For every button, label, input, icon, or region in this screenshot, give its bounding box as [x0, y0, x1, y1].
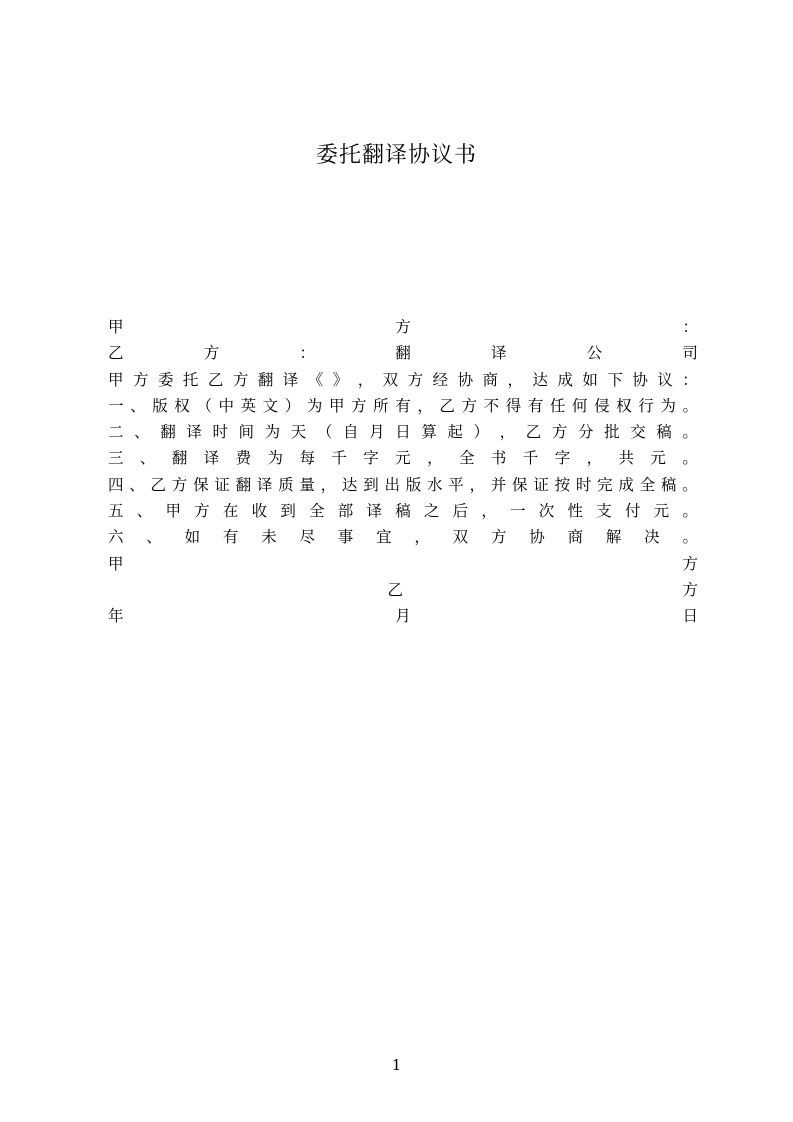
line-char: 翻 — [395, 344, 411, 363]
line-char: 托 — [182, 370, 199, 389]
line-char: 部 — [337, 502, 354, 521]
line-char: ， — [469, 475, 486, 494]
agreement-line — [108, 551, 698, 577]
line-char: 行 — [638, 396, 654, 415]
line-char: 甲 — [165, 502, 181, 521]
line-char: 下 — [607, 370, 623, 389]
line-char: 方 — [194, 502, 210, 521]
line-char: 质 — [278, 475, 294, 494]
line-char: 为 — [306, 396, 323, 415]
line-char: 稿 — [660, 475, 677, 494]
line-char: 平 — [448, 475, 464, 494]
line-char: 自 — [342, 423, 359, 442]
line-char: ， — [507, 370, 524, 389]
line-char: 后 — [452, 502, 469, 521]
line-char: （ — [316, 423, 333, 442]
line-char: ： — [299, 344, 315, 363]
line-char: 。 — [682, 423, 698, 442]
line-char: 译 — [186, 423, 202, 442]
line-char: 公 — [586, 344, 603, 363]
line-char: 甲 — [108, 554, 124, 573]
line-char: 字 — [363, 449, 379, 468]
line-char: 、 — [146, 528, 162, 547]
line-char: 解 — [605, 528, 622, 547]
line-char: 证 — [533, 475, 549, 494]
line-char: 、 — [139, 449, 156, 468]
agreement-line — [108, 445, 698, 471]
line-char: 交 — [630, 423, 646, 442]
line-char: 时 — [575, 475, 592, 494]
line-char: 日 — [682, 607, 698, 626]
agreement-line — [108, 472, 698, 498]
line-char: 方 — [171, 475, 188, 494]
line-char: ， — [427, 449, 443, 468]
line-char: 协 — [529, 528, 545, 547]
line-char: 。 — [682, 475, 698, 494]
line-char: 乙 — [207, 370, 224, 389]
line-char: 付 — [624, 502, 641, 521]
line-char: ， — [586, 449, 603, 468]
line-char: 方 — [682, 554, 698, 573]
document-title: 委托翻译协议书 — [315, 143, 477, 168]
line-char: 如 — [184, 528, 201, 547]
line-char: 文 — [262, 396, 279, 415]
line-char: 每 — [299, 449, 315, 468]
line-char: ， — [481, 502, 497, 521]
line-char: 甲 — [108, 370, 124, 389]
line-char: 、 — [129, 475, 145, 494]
line-char: 宜 — [376, 528, 392, 547]
line-char: 有 — [222, 528, 239, 547]
line-char: 方 — [203, 344, 220, 363]
line-char: 方 — [490, 528, 507, 547]
line-char: 五 — [108, 502, 124, 521]
agreement-body — [108, 314, 698, 630]
line-char: 翻 — [160, 423, 176, 442]
line-char: 批 — [604, 423, 620, 442]
line-char: 中 — [218, 396, 234, 415]
line-char: 决 — [644, 528, 660, 547]
line-char: 方 — [351, 396, 367, 415]
line-char: 《 — [307, 370, 324, 389]
line-char: ： — [682, 318, 698, 336]
line-char: 为 — [267, 449, 284, 468]
line-char: 商 — [567, 528, 584, 547]
line-char: 协 — [632, 370, 648, 389]
line-char: 。 — [682, 502, 698, 521]
agreement-line — [108, 367, 698, 393]
line-char: 元 — [650, 449, 666, 468]
agreement-line — [108, 603, 698, 629]
line-char: 一 — [510, 502, 526, 521]
agreement-line — [108, 340, 698, 366]
line-char: 费 — [235, 449, 252, 468]
line-char: 方 — [395, 318, 411, 336]
agreement-line — [108, 498, 698, 524]
line-char: 元 — [395, 449, 411, 468]
line-char: ： — [682, 370, 698, 389]
line-char: 版 — [405, 475, 422, 494]
line-char: 翻 — [171, 449, 188, 468]
line-char: 稿 — [395, 502, 411, 521]
line-char: 按 — [554, 475, 571, 494]
line-char: 在 — [222, 502, 239, 521]
line-char: ， — [320, 475, 337, 494]
line-char: 英 — [240, 396, 257, 415]
agreement-line — [108, 524, 698, 550]
line-char: 全 — [458, 449, 475, 468]
line-char: 协 — [457, 370, 474, 389]
line-char: 》 — [332, 370, 349, 389]
line-char: 达 — [532, 370, 548, 389]
line-char: 性 — [567, 502, 584, 521]
line-char: 全 — [309, 502, 325, 521]
line-char: 方 — [232, 370, 249, 389]
line-char: 。 — [682, 396, 698, 415]
line-char: 时 — [212, 423, 228, 442]
line-char: 共 — [618, 449, 635, 468]
line-char: 天 — [290, 423, 307, 442]
line-char: 方 — [461, 396, 478, 415]
line-char: 何 — [571, 396, 588, 415]
line-char: 翻 — [257, 370, 274, 389]
line-char: 权 — [174, 396, 190, 415]
line-char: 次 — [538, 502, 555, 521]
line-char: 乙 — [525, 423, 542, 442]
line-char: 字 — [554, 449, 571, 468]
line-char: 事 — [337, 528, 354, 547]
line-char: 、 — [130, 396, 146, 415]
line-char: 证 — [214, 475, 230, 494]
line-char: 不 — [483, 396, 500, 415]
line-char: 保 — [193, 475, 209, 494]
line-char: 水 — [426, 475, 443, 494]
line-char: 未 — [261, 528, 277, 547]
line-char: ） — [473, 423, 490, 442]
line-char: 如 — [582, 370, 598, 389]
line-char: 成 — [618, 475, 634, 494]
line-char: 方 — [407, 370, 424, 389]
line-char: 译 — [203, 449, 220, 468]
line-char: 并 — [490, 475, 507, 494]
line-char: 、 — [134, 423, 150, 442]
line-char: 元 — [653, 502, 670, 521]
line-char: 千 — [331, 449, 347, 468]
line-char: 书 — [490, 449, 507, 468]
line-char: 为 — [264, 423, 281, 442]
line-char: 支 — [596, 502, 612, 521]
line-char: 达 — [341, 475, 358, 494]
line-char: 司 — [682, 344, 698, 363]
line-char: 版 — [152, 396, 168, 415]
line-char: 之 — [423, 502, 440, 521]
line-char: 千 — [522, 449, 539, 468]
line-char: 月 — [369, 423, 385, 442]
line-char: 二 — [108, 423, 124, 442]
line-char: 量 — [299, 475, 315, 494]
agreement-line — [108, 314, 698, 340]
line-char: 乙 — [387, 580, 403, 599]
line-char: 稿 — [656, 423, 672, 442]
line-char: 、 — [136, 502, 153, 521]
line-char: 。 — [682, 528, 698, 547]
agreement-line — [108, 393, 698, 419]
line-char: 尽 — [299, 528, 315, 547]
agreement-line — [108, 577, 698, 603]
line-char: 所 — [373, 396, 389, 415]
line-char: 为 — [660, 396, 676, 415]
line-char: 有 — [527, 396, 544, 415]
line-char: 译 — [256, 475, 273, 494]
line-char: ， — [499, 423, 516, 442]
line-char: ） — [284, 396, 301, 415]
line-char: 译 — [490, 344, 507, 363]
line-char: 方 — [551, 423, 568, 442]
line-char: 乙 — [108, 344, 124, 363]
line-char: 三 — [108, 449, 124, 468]
line-char: 甲 — [108, 318, 124, 336]
line-char: 四 — [108, 475, 124, 494]
line-char: 乙 — [150, 475, 167, 494]
line-char: 分 — [577, 423, 594, 442]
line-char: 译 — [366, 502, 382, 521]
line-char: ， — [414, 528, 430, 547]
line-char: 方 — [682, 580, 698, 599]
line-char: ， — [357, 370, 374, 389]
line-char: 委 — [157, 370, 174, 389]
line-char: （ — [196, 396, 212, 415]
line-char: 商 — [482, 370, 499, 389]
line-char: 月 — [395, 607, 411, 626]
line-char: 任 — [549, 396, 566, 415]
line-char: 双 — [452, 528, 469, 547]
line-char: 议 — [657, 370, 673, 389]
line-char: 方 — [132, 370, 149, 389]
line-char: 译 — [282, 370, 299, 389]
line-char: 。 — [682, 449, 698, 468]
page-number: 1 — [391, 1056, 402, 1074]
line-char: 年 — [108, 607, 124, 626]
line-char: 得 — [505, 396, 522, 415]
line-char: 翻 — [235, 475, 252, 494]
line-char: 全 — [639, 475, 656, 494]
line-char: 权 — [616, 396, 632, 415]
line-char: 成 — [557, 370, 573, 389]
line-char: 间 — [238, 423, 255, 442]
line-char: 完 — [597, 475, 613, 494]
line-char: 乙 — [439, 396, 455, 415]
line-char: 保 — [512, 475, 528, 494]
line-char: 收 — [251, 502, 268, 521]
line-char: 到 — [280, 502, 296, 521]
line-char: 出 — [384, 475, 400, 494]
line-char: 侵 — [594, 396, 610, 415]
line-char: 算 — [421, 423, 437, 442]
line-char: 双 — [382, 370, 399, 389]
line-char: 到 — [363, 475, 379, 494]
line-char: 经 — [432, 370, 449, 389]
line-char: 起 — [447, 423, 463, 442]
line-char: 日 — [395, 423, 411, 442]
line-char: ， — [417, 396, 433, 415]
line-char: 甲 — [328, 396, 345, 415]
line-char: 有 — [395, 396, 411, 415]
agreement-line — [108, 419, 698, 445]
line-char: 一 — [108, 396, 124, 415]
line-char: 六 — [108, 528, 124, 547]
